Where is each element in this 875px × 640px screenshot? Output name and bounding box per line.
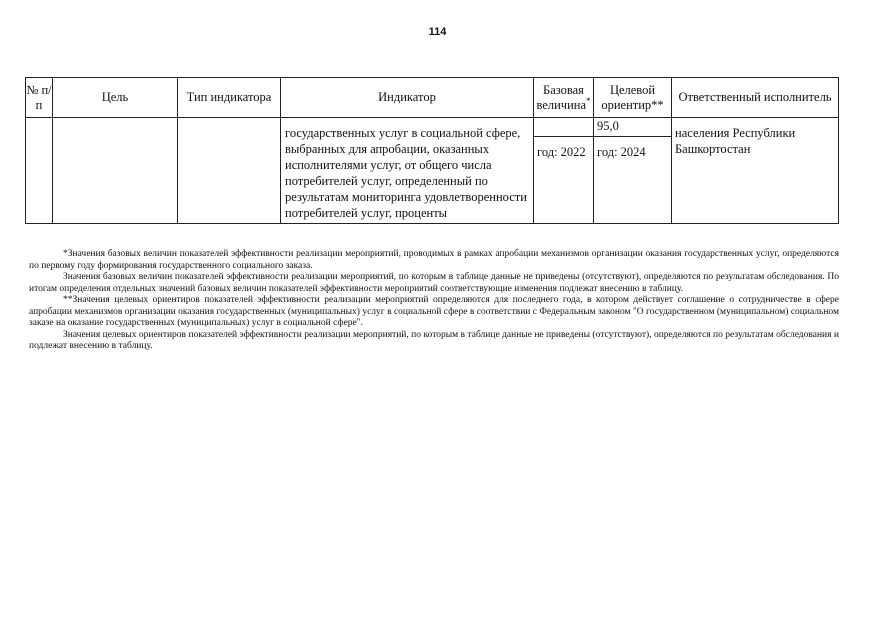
cell-target [594,118,672,224]
cell-responsible [672,118,839,224]
footnotes [29,249,839,353]
cell-indicator-type [178,118,281,224]
table-header-row [26,78,839,118]
indicators-table [25,77,839,224]
header-goal: Цель [53,78,178,118]
header-target: Целевой ориентир** [594,78,672,118]
header-indicator: Индикатор [281,78,534,118]
header-base-value [534,78,594,118]
header-responsible: Ответственный исполнитель [672,78,839,118]
header-base-value-footnote-mark: * [586,95,591,106]
cell-goal [53,118,178,224]
cell-base-value [534,118,594,224]
target-value: 95,0 [594,118,671,137]
cell-num [26,118,53,224]
indicator-text: государственных услуг в социальной сфере, выбранных для апробации, оказанных исполнителями услуг, от общего числа потребителей услуг, определенный по результатам мониторинга удовлетворенности потребителей услуг, проценты [285,126,527,220]
responsible-text: населения Республики Башкортостан [675,126,796,156]
base-value [534,118,593,137]
header-indicator-type: Тип индикатора [178,78,281,118]
cell-indicator [281,118,534,224]
base-year: год: 2022 [537,145,586,159]
header-base-value-label: Базовая величина [536,82,587,112]
footnote-target-values-survey: Значения целевых ориентиров показателей эффективности реализации мероприятий, по которым в таблице данные не приведены (отсутствуют), определяются по результатам обследования и подлежат внесению в таблицу. [29,329,839,351]
page-number: 114 [428,26,447,38]
target-year: год: 2024 [597,145,646,159]
footnote-base-values-survey: Значения базовых величин показателей эффективности реализации мероприятий, по которым в таблице данные не приведены (отсутствуют), определяются по результатам обследования. По итогам определения отдельных значений базовых величин показателей эффективности мероприятий соответствующие изменения подлежат внесению в таблицу. [29,272,839,294]
table-row [26,118,839,224]
header-num: № п/п [26,78,53,118]
footnote-target-values: **Значения целевых ориентиров показателей эффективности реализации мероприятий определяются для последнего года, в котором действует соглашение о сотрудничестве в сфере апробации механизмов организации оказания государственных (муниципальных) услуг в социальной сфере в соответствии с Федеральным законом "О государственном (муниципальном) социальном заказе на оказание государственных (муниципальных) услуг в социальной сфере". [29,295,839,328]
footnote-base-values: *Значения базовых величин показателей эффективности реализации мероприятий, проводимых в рамках апробации механизмов организации оказания государственных услуг, определяются по первому году формирования государственного социального заказа. [29,249,839,271]
